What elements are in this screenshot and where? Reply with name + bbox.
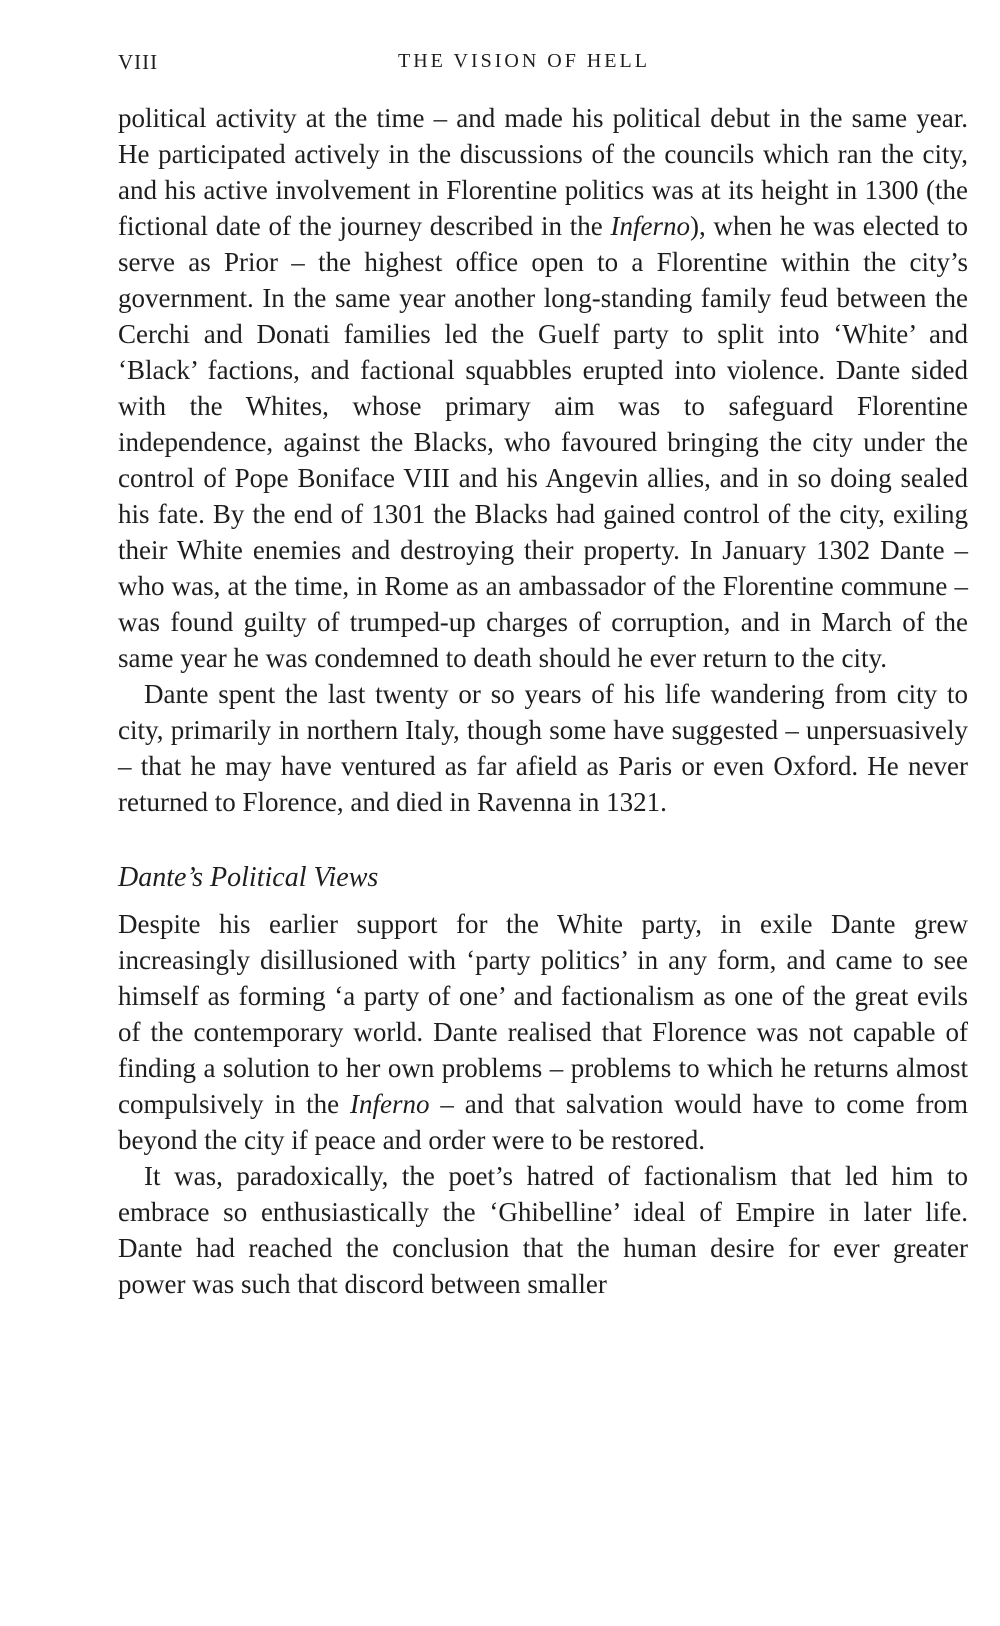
page-number: VIII	[118, 50, 159, 74]
paragraph-exile: Dante spent the last twenty or so years of his life wandering from city to city, primarily in northern Italy, though some have suggested – unpersuasively – that he may have ventured as far afield as Paris or even Oxford. He never returned to Florence, and died in Ravenna in 1321.	[118, 679, 968, 817]
running-title: THE VISION OF HELL	[398, 50, 650, 72]
running-head	[118, 50, 968, 80]
section-heading: Dante’s Political Views	[118, 862, 379, 893]
work-title-inferno: Inferno	[350, 1089, 430, 1119]
paragraph-empire: It was, paradoxically, the poet’s hatred of factionalism that led him to embrace so enthusiastically the ‘Ghibelline’ ideal of Empire in later life. Dante had reached the conclusion that the human desire for ever greater power was such that discord between smaller	[118, 1161, 968, 1299]
body-text	[118, 100, 968, 1302]
work-title-inferno: Inferno	[610, 211, 690, 241]
paragraph-disillusion: Despite his earlier support for the White party, in exile Dante grew increasingly disillusioned with ‘party politics’ in any form, and came to see himself as forming ‘a party of one’ and factionalism as one of the great evils of the contemporary world. Dante realised that Florence was not capable of finding a solution to her own problems – problems to which he returns almost compulsively in the Inferno – and that salvation would have to come from beyond the city if peace and order were to be restored.	[118, 909, 969, 1155]
paragraph-political-career: political activity at the time – and made his political debut in the same year. He participated actively in the discussions of the councils which ran the city, and his active involvement in Florentine politics was at its height in 1300 (the fictional date of the journey described in the Inferno), when he was elected to serve as Prior – the highest office open to a Florentine within the city’s government. In the same year another long-standing family feud between the Cerchi and Donati families led the Guelf party to split into ‘White’ and ‘Black’ factions, and factional squabbles erupted into violence. Dante sided with the Whites, whose primary aim was to safeguard Florentine independence, against the Blacks, who favoured bringing the city under the control of Pope Boniface VIII and his Angevin allies, and in so doing sealed his fate. By the end of 1301 the Blacks had gained control of the city, exiling their White enemies and destroying their property. In January 1302 Dante – who was, at the time, in Rome as an ambassador of the Florentine commune – was found guilty of trumped-up charges of corruption, and in March of the same year he was condemned to death should he ever return to the city.	[118, 103, 969, 673]
